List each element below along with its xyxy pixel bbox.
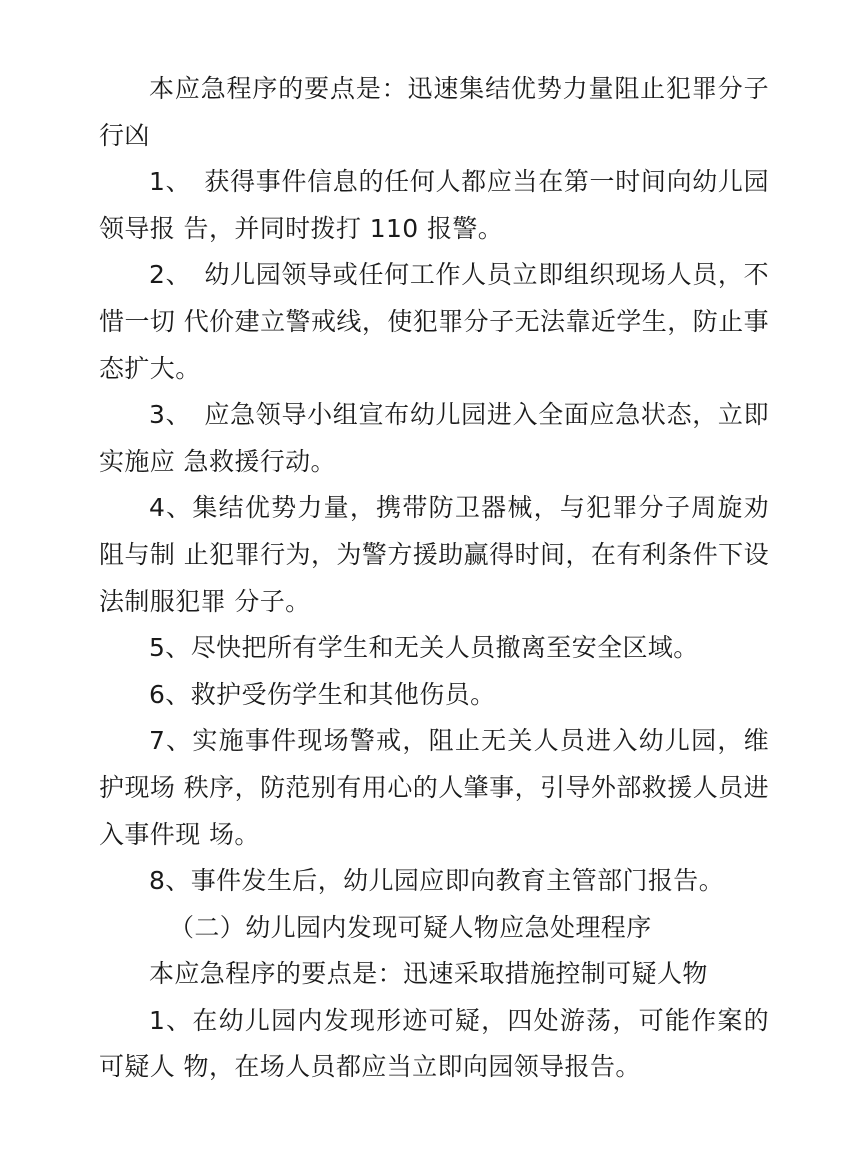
key-point-paragraph: 本应急程序的要点是：迅速集结优势力量阻止犯罪分子行凶 xyxy=(99,74,769,150)
list-item: 7、实施事件现场警戒，阻止无关人员进入幼儿园，维护现场 秩序，防范别有用心的人肇事，引导外部救援人员进入事件现 场。 xyxy=(99,726,769,849)
list-item: 1、在幼儿园内发现形迹可疑，四处游荡，可能作案的可疑人 物，在场人员都应当立即向园领导报告。 xyxy=(99,1005,769,1082)
list-item: 6、救护受伤学生和其他伤员。 xyxy=(149,679,496,709)
list-item: 2、 幼儿园领导或任何工作人员立即组织现场人员，不惜一切 代价建立警戒线，使犯罪分子无法靠近学生，防止事态扩大。 xyxy=(99,260,769,383)
list-item: 5、尽快把所有学生和无关人员撤离至安全区域。 xyxy=(149,633,699,663)
list-item: 3、 应急领导小组宣布幼儿园进入全面应急状态，立即实施应 急救援行动。 xyxy=(99,400,769,476)
list-item: 4、集结优势力量，携带防卫器械，与犯罪分子周旋劝阻与制 止犯罪行为，为警方援助赢得时间，在有利条件下设法制服犯罪 分子。 xyxy=(99,493,769,616)
list-item: 1、 获得事件信息的任何人都应当在第一时间向幼儿园领导报 告，并同时拨打 110 报警。 xyxy=(99,167,769,243)
key-point-paragraph: 本应急程序的要点是：迅速采取措施控制可疑人物 xyxy=(149,959,708,989)
document-body xyxy=(99,66,769,1091)
section-heading: （二）幼儿园内发现可疑人物应急处理程序 xyxy=(169,912,652,942)
list-item: 8、事件发生后，幼儿园应即向教育主管部门报告。 xyxy=(149,866,725,896)
